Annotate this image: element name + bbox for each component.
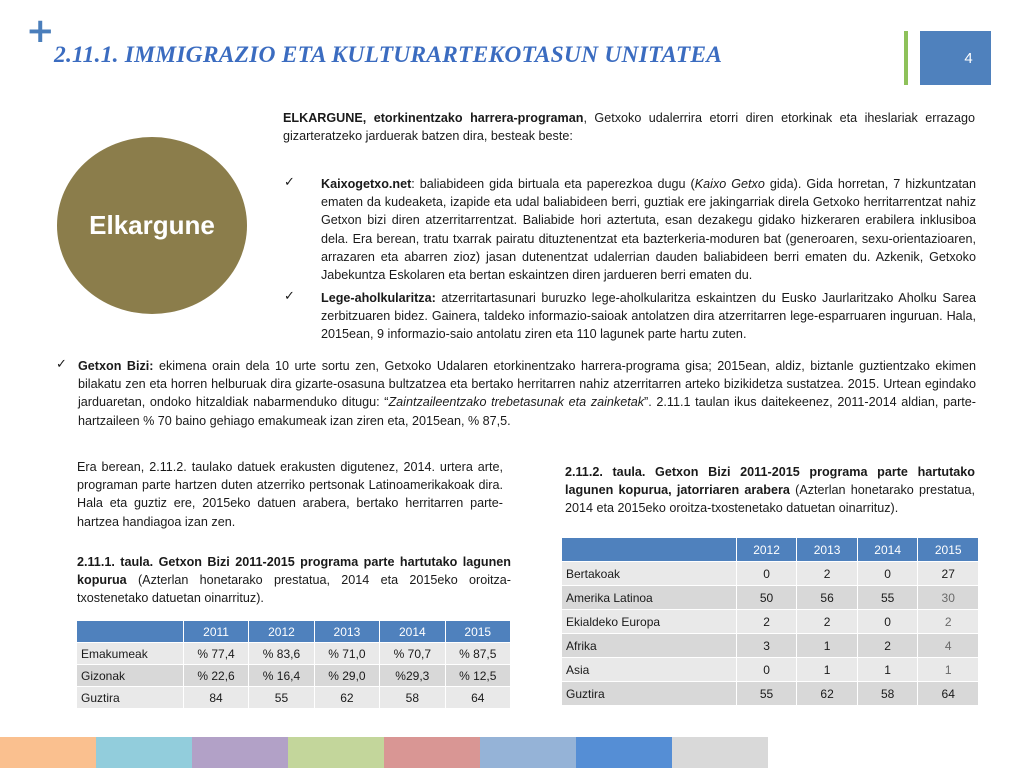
- table-header-cell: 2012: [249, 621, 314, 643]
- table-header-cell: 2014: [380, 621, 445, 643]
- table-cell: 64: [918, 682, 979, 706]
- bullet-body: ekimena orain dela 10 urte sortu zen, Getxoko Udalaren etorkinentzako harrera-programa gisa; 2015ean, aldiz, biztanle guztientzako ekimen bilakatu zen eta horren helburuak dira gizarte-osasuna bultzatzea eta bertako herritarren nahiz atzerritarren arteko bizikidetza sustatzea. 2015. Urtean egindako jarduaretan, ondoko hitzaldiak nabarmenduko ditugu: “: [78, 359, 976, 410]
- bullet-body: atzerritartasunari buruzko lege-aholkularitza eskaintzen du Eusko Jaurlaritzako Aholku Sarea zerbitzuaren bidez. Gainera, taldeko informazio-saioak antolatzen dira atzerritarren lege-esparruaren inguruan. Hala, 2015ean, 9 informazio-saio antolatu ziren eta 110 lagunek parte hartu zuten.: [321, 291, 976, 342]
- bullet-italic: Kaixo Getxo: [694, 177, 765, 191]
- table-cell: 2: [797, 562, 858, 586]
- table-cell: Guztira: [562, 682, 737, 706]
- table-cell: 84: [183, 687, 248, 709]
- table-header-cell: [562, 538, 737, 562]
- intro-text: , Getxoko udalerrira etorri diren etorkinak eta iheslariak errazago gizarteratzeko jarduerak batzen dira, besteak beste:: [283, 111, 975, 144]
- table-cell: 50: [736, 586, 797, 610]
- bullet-body: : baliabideen gida birtuala eta paperezkoa dugu (: [411, 177, 695, 191]
- table-cell: 55: [736, 682, 797, 706]
- table-header-cell: 2014: [857, 538, 918, 562]
- table-cell: 1: [857, 658, 918, 682]
- table-cell: Bertakoak: [562, 562, 737, 586]
- table-gender: [76, 620, 511, 709]
- table-cell: % 70,7: [380, 643, 445, 665]
- table-cell: 0: [857, 562, 918, 586]
- table-cell: % 87,5: [445, 643, 510, 665]
- table-header-cell: 2015: [918, 538, 979, 562]
- bullet-bold: Getxon Bizi:: [78, 359, 154, 373]
- table-cell: Asia: [562, 658, 737, 682]
- table-header-cell: 2011: [183, 621, 248, 643]
- table-row: [77, 665, 511, 687]
- table-cell: Emakumeak: [77, 643, 184, 665]
- table2-caption: [565, 463, 975, 518]
- table-row: [77, 643, 511, 665]
- table1-caption: [77, 553, 511, 608]
- table-row: [562, 610, 979, 634]
- footer-segment: [672, 737, 768, 768]
- table-cell: % 22,6: [183, 665, 248, 687]
- table-cell: %29,3: [380, 665, 445, 687]
- bullet-text: [78, 357, 976, 430]
- table-cell: 2: [797, 610, 858, 634]
- intro-paragraph: [283, 109, 975, 145]
- table-cell: 27: [918, 562, 979, 586]
- table-header-cell: 2012: [736, 538, 797, 562]
- table-row: [562, 586, 979, 610]
- check-icon: ✓: [56, 357, 67, 372]
- table-cell: 30: [918, 586, 979, 610]
- bullet-text: [321, 289, 976, 344]
- table-cell: % 12,5: [445, 665, 510, 687]
- table-cell: Ekialdeko Europa: [562, 610, 737, 634]
- page-number: [920, 31, 991, 85]
- bullet-italic: Zaintzaileentzako trebetasunak eta zainketak: [388, 395, 645, 410]
- table-cell: % 16,4: [249, 665, 314, 687]
- table-cell: 2: [857, 634, 918, 658]
- table-cell: 0: [857, 610, 918, 634]
- table-cell: % 83,6: [249, 643, 314, 665]
- table-header-cell: 2013: [314, 621, 379, 643]
- table-cell: % 29,0: [314, 665, 379, 687]
- table-cell: 1: [797, 658, 858, 682]
- table-cell: Amerika Latinoa: [562, 586, 737, 610]
- footer-segment: [384, 737, 480, 768]
- page-number-text: 4: [964, 49, 973, 67]
- check-icon: ✓: [284, 289, 295, 304]
- table-cell: Afrika: [562, 634, 737, 658]
- table-row: [562, 658, 979, 682]
- table-cell: 2: [918, 610, 979, 634]
- table-header-cell: [77, 621, 184, 643]
- elkargune-circle: [57, 137, 247, 314]
- table-header-row: [77, 621, 511, 643]
- table-cell: 1: [918, 658, 979, 682]
- table-header-cell: 2015: [445, 621, 510, 643]
- table-cell: 58: [380, 687, 445, 709]
- table-cell: 62: [797, 682, 858, 706]
- table-row: [562, 634, 979, 658]
- footer-segment: [288, 737, 384, 768]
- table-cell: % 77,4: [183, 643, 248, 665]
- bullet-body-2: ”. 2.11.1 taulan ikus daitekeenez, 2011-2014 aldian, parte-hartzaileen % 70 baino gehiago emakumeak izan ziren eta, 2015ean, % 87,5.: [78, 395, 976, 428]
- bullet-body-2: gida). Gida horretan, 7 hizkuntzatan ematen da kudeaketa, izapide eta udal baliabideen berri, guztiak ere jakingarriak direla Getxoko herritarrentzat nahiz Getxon bizi diren atzerritarrentzat. Baliabide hori aztertuta, esan dezakegu gidako hizkeraren erabilera inklusiboa dela. Era berean, tratu txarrak pairatu dituztenentzat eta bazterkeria-moduren bat (generoaren, sexu-orientazioaren, arrazaren eta abarren zioz) jasan dutenentzat udalerrian dauden baliabideen berri ematen du. Azkenik, Getxoko Jabekuntza Eskolaren eta bertan eskaintzen diren jardueren berri ematen du.: [321, 177, 976, 283]
- table-row: [562, 562, 979, 586]
- table-cell: % 71,0: [314, 643, 379, 665]
- table-cell: 2: [736, 610, 797, 634]
- footer-segment: [192, 737, 288, 768]
- accent-bar: [904, 31, 908, 85]
- table-cell: Guztira: [77, 687, 184, 709]
- intro-bold: ELKARGUNE, etorkinentzako harrera-programan: [283, 111, 584, 125]
- bullet-bold: Kaixogetxo.net: [321, 177, 412, 191]
- page-title: 2.11.1. IMMIGRAZIO ETA KULTURARTEKOTASUN UNITATEA: [54, 42, 723, 68]
- table-cell: 56: [797, 586, 858, 610]
- table-cell: 64: [445, 687, 510, 709]
- footer-segment: [576, 737, 672, 768]
- footer-segment: [0, 737, 96, 768]
- caption-bold: 2.11.1. taula. Getxon Bizi 2011-2015 programa parte hartutako lagunen kopurua: [77, 555, 511, 588]
- caption-bold: 2.11.2. taula. Getxon Bizi 2011-2015 programa parte hartutako lagunen kopurua, jatorriaren arabera: [565, 465, 975, 498]
- footer-segment: [480, 737, 576, 768]
- table-cell: 4: [918, 634, 979, 658]
- table-cell: 0: [736, 658, 797, 682]
- table-origin: [561, 537, 979, 706]
- table-cell: 62: [314, 687, 379, 709]
- table-cell: 55: [857, 586, 918, 610]
- table-cell: 58: [857, 682, 918, 706]
- table-cell: 0: [736, 562, 797, 586]
- table-header-cell: 2013: [797, 538, 858, 562]
- bullet-text: [321, 175, 976, 284]
- table-cell: 55: [249, 687, 314, 709]
- table-row: [77, 687, 511, 709]
- table-cell: Gizonak: [77, 665, 184, 687]
- caption-text: (Azterlan honetarako prestatua, 2014 eta 2015eko oroitza-txostenetako datuetan oinarrituz).: [565, 483, 975, 516]
- caption-text: (Azterlan honetarako prestatua, 2014 eta 2015eko oroitza-txostenetako datuetan oinarrituz).: [77, 573, 511, 606]
- left-paragraph: Era berean, 2.11.2. taulako datuek erakusten digutenez, 2014. urtera arte, programan parte hartzen duten atzerriko pertsonak Latinoamerikakoak dira. Hala eta guztiz ere, 2015eko datuen arabera, bertako herritarren parte-hartzea handiagoa izan zen.: [77, 460, 503, 529]
- check-icon: ✓: [284, 175, 295, 190]
- table-header-row: [562, 538, 979, 562]
- footer-segment: [96, 737, 192, 768]
- table-cell: 1: [797, 634, 858, 658]
- table-cell: 3: [736, 634, 797, 658]
- plus-icon: +: [26, 11, 55, 51]
- footer-color-bar: [0, 737, 768, 768]
- bullet-bold: Lege-aholkularitza:: [321, 291, 436, 305]
- table-row: [562, 682, 979, 706]
- circle-label: Elkargune: [89, 210, 215, 240]
